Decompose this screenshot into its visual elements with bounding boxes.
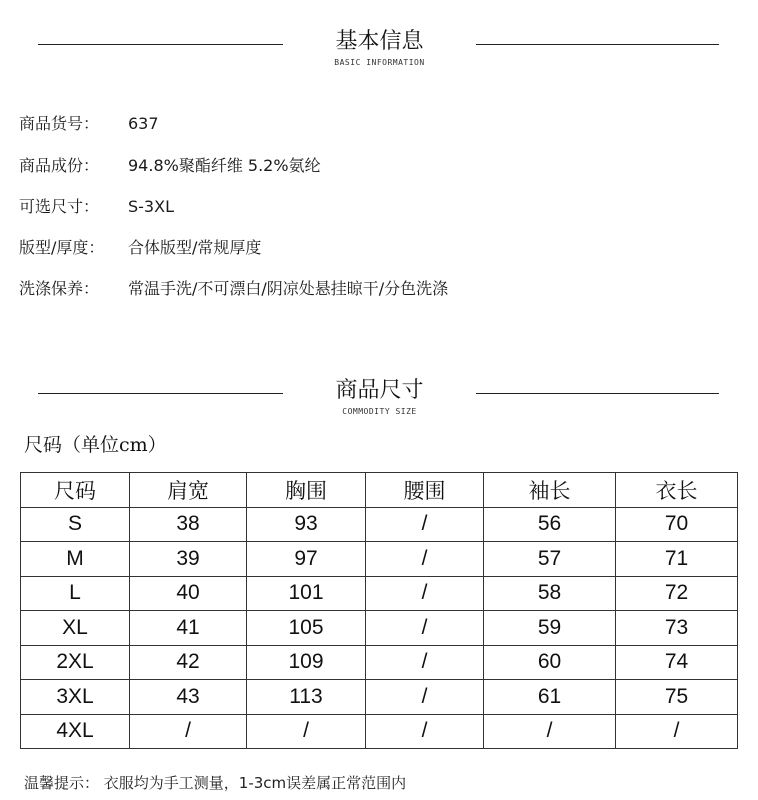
table-cell: L bbox=[21, 576, 130, 611]
col-header-waist: 腰围 bbox=[366, 473, 484, 508]
table-cell: / bbox=[616, 714, 738, 749]
table-cell: 113 bbox=[247, 680, 366, 715]
info-value: 94.8%聚酯纤维 5.2%氨纶 bbox=[128, 156, 321, 175]
table-cell: / bbox=[366, 507, 484, 542]
info-value: 637 bbox=[128, 114, 159, 133]
table-cell: / bbox=[247, 714, 366, 749]
info-value: 常温手洗/不可漂白/阴凉处悬挂晾干/分色洗涤 bbox=[128, 279, 449, 298]
basic-info-header bbox=[0, 30, 758, 70]
table-row bbox=[21, 645, 738, 680]
table-cell: / bbox=[366, 714, 484, 749]
header-divider-right bbox=[476, 393, 719, 394]
table-cell: 42 bbox=[130, 645, 247, 680]
table-cell: 73 bbox=[616, 611, 738, 646]
table-cell: 101 bbox=[247, 576, 366, 611]
info-label: 版型/厚度： bbox=[19, 238, 105, 257]
table-cell: 56 bbox=[484, 507, 616, 542]
size-table bbox=[20, 472, 738, 749]
col-header-shoulder: 肩宽 bbox=[130, 473, 247, 508]
header-divider-left bbox=[38, 393, 283, 394]
info-value: 合体版型/常规厚度 bbox=[128, 238, 262, 257]
table-row bbox=[21, 611, 738, 646]
table-cell: 3XL bbox=[21, 680, 130, 715]
table-cell: / bbox=[366, 645, 484, 680]
table-cell: XL bbox=[21, 611, 130, 646]
col-header-size: 尺码 bbox=[21, 473, 130, 508]
table-cell: 105 bbox=[247, 611, 366, 646]
measurement-tip: 温馨提示： 衣服均为手工测量，1-3cm误差属正常范围内 bbox=[24, 774, 407, 792]
size-header bbox=[0, 379, 758, 419]
table-cell: 97 bbox=[247, 542, 366, 577]
table-cell: 4XL bbox=[21, 714, 130, 749]
table-cell: 74 bbox=[616, 645, 738, 680]
info-label: 可选尺寸： bbox=[19, 197, 100, 216]
table-cell: M bbox=[21, 542, 130, 577]
size-title: 商品尺寸 bbox=[335, 378, 424, 403]
table-cell: 93 bbox=[247, 507, 366, 542]
table-cell: 59 bbox=[484, 611, 616, 646]
size-subtitle: COMMODITY SIZE bbox=[342, 407, 417, 416]
table-cell: 70 bbox=[616, 507, 738, 542]
table-cell: / bbox=[366, 611, 484, 646]
header-divider-right bbox=[476, 44, 719, 45]
table-row bbox=[21, 714, 738, 749]
col-header-sleeve: 袖长 bbox=[484, 473, 616, 508]
info-label: 商品成份： bbox=[19, 156, 100, 175]
table-cell: 75 bbox=[616, 680, 738, 715]
table-cell: 71 bbox=[616, 542, 738, 577]
table-row bbox=[21, 576, 738, 611]
table-row bbox=[21, 680, 738, 715]
table-cell: 40 bbox=[130, 576, 247, 611]
col-header-length: 衣长 bbox=[616, 473, 738, 508]
table-row bbox=[21, 542, 738, 577]
table-cell: 60 bbox=[484, 645, 616, 680]
table-cell: / bbox=[366, 542, 484, 577]
table-cell: 38 bbox=[130, 507, 247, 542]
header-divider-left bbox=[38, 44, 283, 45]
info-value: S-3XL bbox=[128, 197, 174, 216]
size-table-caption: 尺码（单位cm） bbox=[24, 434, 167, 456]
table-cell: 58 bbox=[484, 576, 616, 611]
table-cell: 43 bbox=[130, 680, 247, 715]
table-cell: 57 bbox=[484, 542, 616, 577]
table-cell: S bbox=[21, 507, 130, 542]
col-header-chest: 胸围 bbox=[247, 473, 366, 508]
basic-info-subtitle: BASIC INFORMATION bbox=[334, 58, 425, 67]
table-cell: 61 bbox=[484, 680, 616, 715]
table-row bbox=[21, 507, 738, 542]
table-cell: / bbox=[484, 714, 616, 749]
table-cell: / bbox=[366, 576, 484, 611]
basic-info-title: 基本信息 bbox=[335, 29, 424, 54]
info-label: 洗涤保养： bbox=[19, 279, 100, 298]
table-cell: 41 bbox=[130, 611, 247, 646]
table-cell: 109 bbox=[247, 645, 366, 680]
info-label: 商品货号： bbox=[19, 114, 100, 133]
table-cell: 72 bbox=[616, 576, 738, 611]
table-cell: 2XL bbox=[21, 645, 130, 680]
table-cell: 39 bbox=[130, 542, 247, 577]
table-header-row bbox=[21, 473, 738, 508]
table-cell: / bbox=[366, 680, 484, 715]
table-cell: / bbox=[130, 714, 247, 749]
